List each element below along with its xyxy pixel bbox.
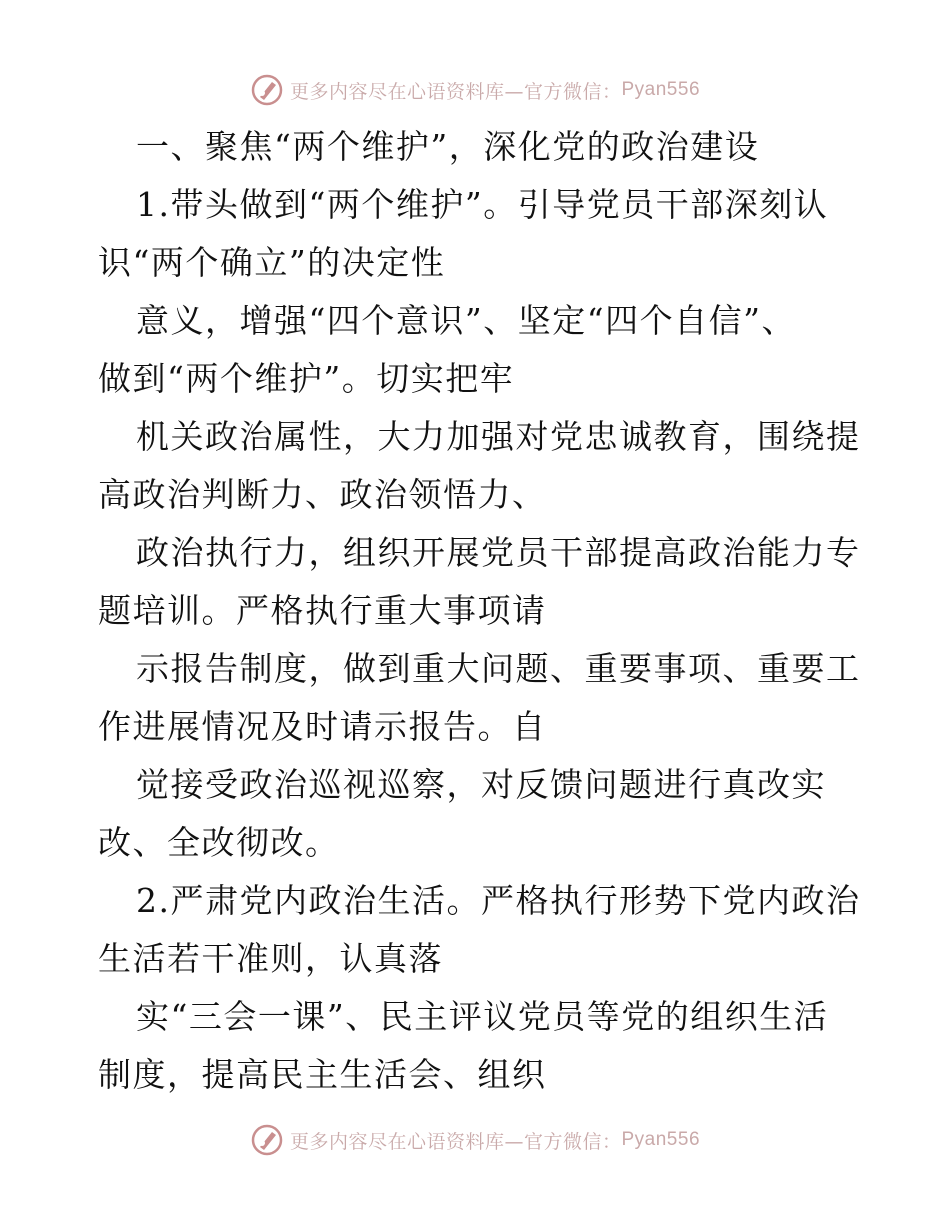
paragraph-line: 做到“两个维护”。切实把牢: [98, 359, 515, 398]
section-heading: 一、聚焦“两个维护”，深化党的政治建设: [136, 127, 760, 166]
paragraph-line: 示报告制度，做到重大问题、重要事项、重要工: [136, 649, 861, 688]
paragraph-line: 2.严肃党内政治生活。严格执行形势下党内政治: [136, 881, 861, 920]
paragraph-line: 生活若干准则，认真落: [98, 939, 443, 978]
pen-nib-logo-icon: [250, 1123, 284, 1157]
paragraph-line: 制度，提高民主生活会、组织: [98, 1055, 547, 1094]
watermark-banner-top: [0, 70, 950, 110]
watermark-text: 更多内容尽在心语资料库—官方微信：: [289, 1130, 622, 1153]
paragraph-line: 实“三会一课”、民主评议党员等党的组织生活: [136, 997, 829, 1036]
paragraph-line: 改、全改彻改。: [98, 823, 340, 862]
paragraph-line: 识“两个确立”的决定性: [98, 243, 446, 282]
document-body: [98, 127, 861, 1114]
paragraph-line: 觉接受政治巡视巡察，对反馈问题进行真改实: [136, 765, 826, 804]
watermark-account: Pyan556: [621, 79, 701, 100]
watermark-account: Pyan556: [621, 1129, 701, 1150]
paragraph-line: 意义，增强“四个意识”、坚定“四个自信”、: [136, 301, 796, 340]
paragraph-line: 1.带头做到“两个维护”。引导党员干部深刻认: [136, 185, 829, 224]
watermark-banner-bottom: [0, 1120, 950, 1160]
pen-nib-logo-icon: [250, 73, 284, 107]
watermark-text: 更多内容尽在心语资料库—官方微信：: [289, 80, 622, 103]
paragraph-line: 题培训。严格执行重大事项请: [98, 591, 547, 630]
paragraph-line: 高政治判断力、政治领悟力、: [98, 475, 547, 514]
paragraph-line: 机关政治属性，大力加强对党忠诚教育，围绕提: [136, 417, 861, 456]
paragraph-line: 作进展情况及时请示报告。自: [98, 707, 547, 746]
paragraph-line: 政治执行力，组织开展党员干部提高政治能力专: [136, 533, 861, 572]
